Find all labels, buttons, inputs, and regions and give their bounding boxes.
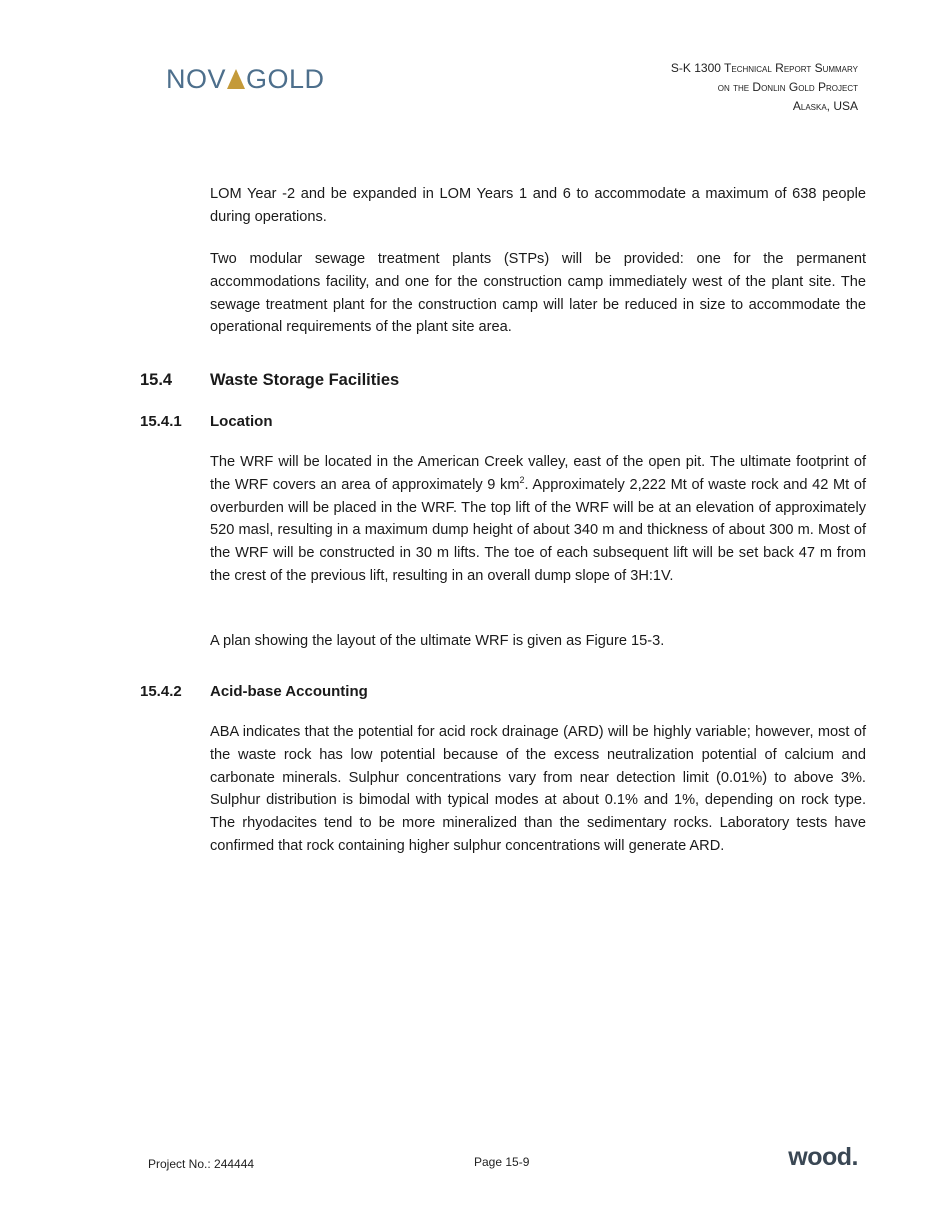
novagold-logo xyxy=(166,66,325,93)
report-header xyxy=(671,59,858,116)
paragraph-sewage: Two modular sewage treatment plants (STPs) will be provided: one for the permanent accommodations facility, and one for the construction camp immediately west of the plant site. The sewage treatment plant for the construction camp will later be reduced in size to accommodate the operational requirements of the plant site area. xyxy=(210,251,866,336)
section-number: 15.4 xyxy=(140,371,173,389)
subsection-2-title: Acid-base Accounting xyxy=(210,683,368,700)
page-number: Page 15-9 xyxy=(474,1155,530,1169)
paragraph-wrf-location: The WRF will be located in the American Creek valley, east of the open pit. The ultimate footprint of the WRF covers an area of approximately 9 $km^2$. Approximately 2,222 Mt of waste rock and 42 Mt of overburden will be placed in the WRF. The top lift of the WRF will be at an elevation of approximately 520 masl, resulting in a maximum dump height of about 340 m and thickness of about 300 m. Most of the WRF will be constructed in 30 m lifts. The toe of each subsequent lift will be set back 47 m from the crest of the previous lift, resulting in an overall dump slope of 3H:1V. xyxy=(210,454,866,584)
project-number: Project No.: 244444 xyxy=(148,1157,255,1171)
section-title: Waste Storage Facilities xyxy=(210,371,400,389)
wood-logo: wood. xyxy=(788,1143,858,1171)
header-line-2: on the Donlin Gold Project xyxy=(717,80,858,94)
paragraph-aba: ABA indicates that the potential for acid rock drainage (ARD) will be highly variable; however, most of the waste rock has low potential because of the excess neutralization potential of calcium and carbonate minerals. Sulphur concentrations vary from near detection limit (0.01%) to above 3%. Sulphur distribution is bimodal with typical modes at about 0.1% and 1%, depending on rock type. The rhyodacites tend to be more mineralized than the sedimentary rocks. Laboratory tests have confirmed that rock containing higher sulphur concentrations will generate ARD. xyxy=(210,724,866,854)
header-line-1: S-K 1300 Technical Report Summary xyxy=(670,61,858,75)
header-line-3: Alaska, USA xyxy=(792,99,858,113)
subsection-1-title: Location xyxy=(210,413,273,430)
paragraph-accommodations: LOM Year -2 and be expanded in LOM Years 1 and 6 to accommodate a maximum of 638 people during operations. xyxy=(210,186,866,225)
logo-triangle-icon xyxy=(227,69,245,89)
subsection-2-number: 15.4.2 xyxy=(140,683,182,700)
paragraph-figure-ref: A plan showing the layout of the ultimate WRF is given as Figure 15-3. xyxy=(210,633,665,649)
logo-text-right: GOLD xyxy=(246,64,325,94)
subsection-1-number: 15.4.1 xyxy=(140,413,182,430)
logo-text-left: NOV xyxy=(166,64,227,94)
